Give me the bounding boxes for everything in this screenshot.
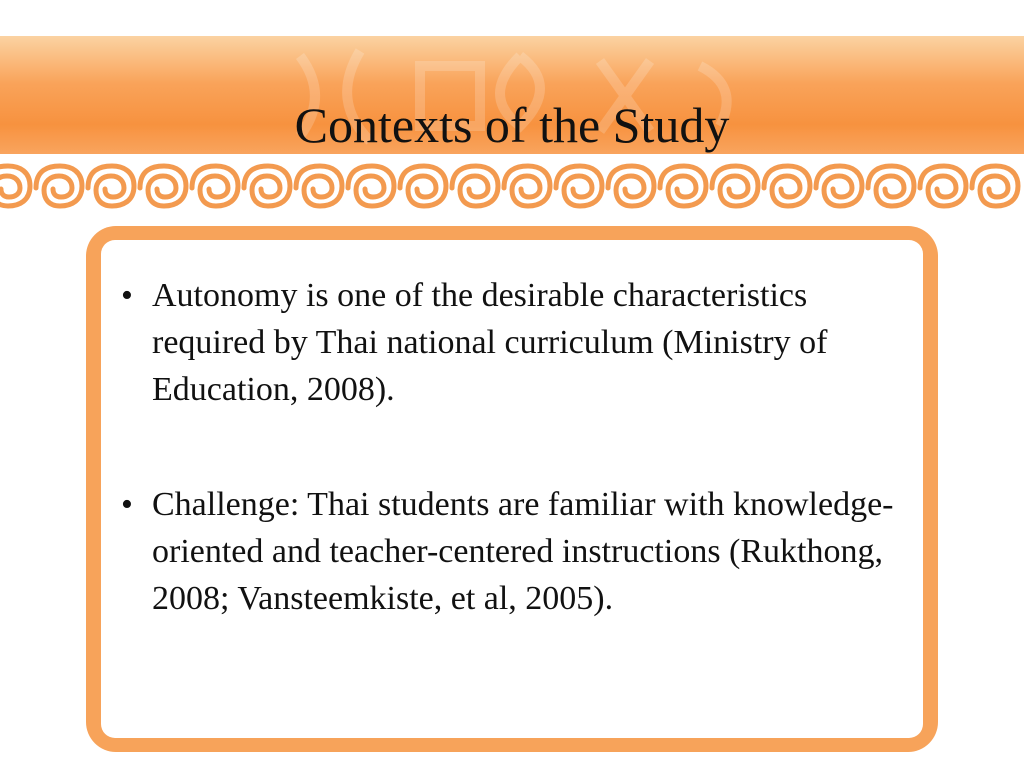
bullet-item-autonomy — [112, 272, 922, 413]
bullet-list — [112, 272, 922, 622]
title-band — [0, 36, 1024, 154]
bullet-text: Challenge: Thai students are familiar with knowledge-oriented and teacher-centered instructions (Rukthong, 2008; Vansteemkiste, et al, 2005). — [152, 486, 894, 617]
bullet-marker: • — [121, 277, 133, 314]
bullet-marker: • — [121, 486, 133, 523]
bullet-text: Autonomy is one of the desirable characteristics required by Thai national curriculum (Ministry of Education, 2008). — [152, 277, 828, 408]
slide-title: Contexts of the Study — [294, 97, 730, 153]
slide-top-margin — [0, 0, 1024, 36]
decorative-spiral-border — [0, 160, 1024, 212]
bullet-item-challenge — [112, 481, 922, 622]
